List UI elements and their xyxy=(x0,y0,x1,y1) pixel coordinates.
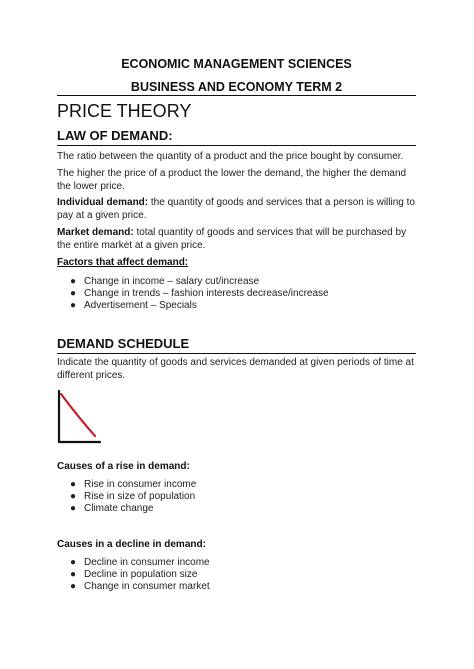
bullet-icon: ● xyxy=(70,557,77,568)
bullet-icon: ● xyxy=(70,300,77,311)
heading-causes-decline: Causes in a decline in demand: xyxy=(57,539,206,550)
demand-curve-sketch xyxy=(55,388,105,446)
bullet-icon: ● xyxy=(70,503,77,514)
text-market-demand: total quantity of goods and services that will be purchased by the entire market at a given price. xyxy=(57,227,407,251)
doc-title-line2: BUSINESS AND ECONOMY TERM 2 xyxy=(130,80,343,94)
list-item: ● Rise in size of population xyxy=(70,491,196,502)
para-ratio: The ratio between the quantity of a product and the price bought by consumer. xyxy=(57,151,404,162)
term-individual-demand: Individual demand: xyxy=(57,197,149,208)
para-individual-demand xyxy=(57,197,416,222)
heading-causes-rise: Causes of a rise in demand: xyxy=(57,461,190,472)
list-item: ● Climate change xyxy=(70,503,154,514)
list-item: ● Decline in population size xyxy=(70,569,198,580)
bullet-icon: ● xyxy=(70,288,77,299)
title-divider xyxy=(57,95,416,96)
doc-title-line1: ECONOMIC MANAGEMENT SCIENCES xyxy=(121,57,352,71)
bullet-icon: ● xyxy=(70,491,77,502)
list-item: ● Decline in consumer income xyxy=(70,557,210,568)
section-title-price-theory: PRICE THEORY xyxy=(57,101,192,121)
heading-law-of-demand: LAW OF DEMAND: xyxy=(57,128,416,146)
para-market-demand xyxy=(57,227,416,252)
factors-list xyxy=(57,276,416,312)
demand-curve xyxy=(61,394,95,436)
bullet-icon: ● xyxy=(70,479,77,490)
term-market-demand: Market demand: xyxy=(57,227,134,238)
bullet-icon: ● xyxy=(70,581,77,592)
bullet-icon: ● xyxy=(70,276,77,287)
decline-list xyxy=(57,557,416,593)
list-item: ● Change in income – salary cut/increase xyxy=(70,276,260,287)
list-item: ● Advertisement – Specials xyxy=(70,300,197,311)
text-individual-demand: the quantity of goods and services that a person is willing to pay at a given price. xyxy=(57,197,415,221)
list-item: ● Change in consumer market xyxy=(70,581,210,592)
para-demand-schedule: Indicate the quantity of goods and services demanded at given periods of time at different prices. xyxy=(57,357,414,381)
para-higher-price: The higher the price of a product the lower the demand, the higher the demand the lower price. xyxy=(57,168,407,192)
heading-demand-schedule: DEMAND SCHEDULE xyxy=(57,336,416,354)
list-item: ● Rise in consumer income xyxy=(70,479,197,490)
list-item: ● Change in trends – fashion interests decrease/increase xyxy=(70,288,329,299)
heading-factors: Factors that affect demand: xyxy=(57,257,189,268)
rise-list xyxy=(57,479,416,515)
bullet-icon: ● xyxy=(70,569,77,580)
